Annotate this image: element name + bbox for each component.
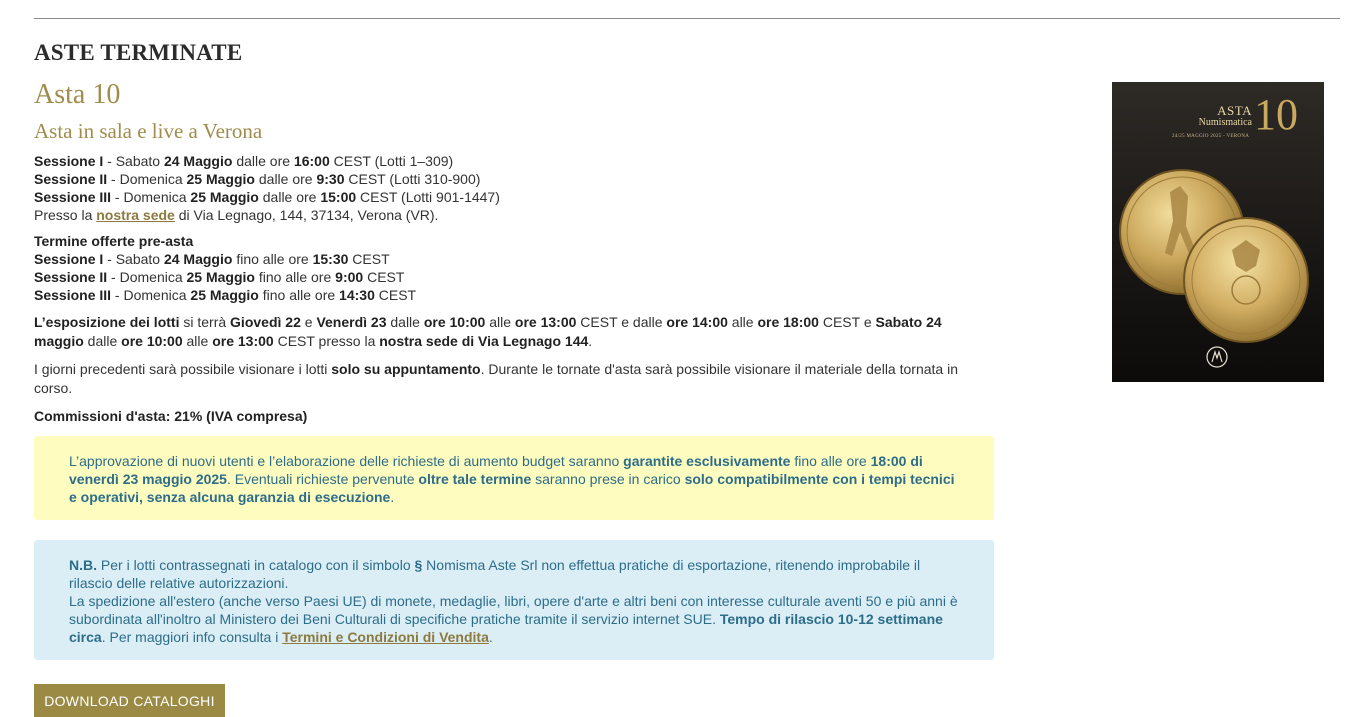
cover-brand: [1174, 104, 1252, 128]
text-span: e: [300, 314, 317, 330]
session-date: 25 Maggio: [186, 171, 255, 187]
session-time: 14:30: [339, 287, 375, 303]
session-name: Sessione II: [34, 171, 108, 187]
session-name: Sessione III: [34, 287, 112, 303]
session-lots: CEST (Lotti 1–309): [329, 153, 454, 169]
session-date: 25 Maggio: [190, 189, 259, 205]
session-line: [34, 188, 994, 206]
session-day: - Domenica: [107, 171, 187, 187]
session-lots: CEST (Lotti 310-900): [344, 171, 481, 187]
session-line: [34, 152, 994, 170]
section-symbol: §: [414, 557, 423, 573]
session-mid: dalle ore: [254, 171, 317, 187]
session-day: - Domenica: [111, 287, 191, 303]
preauction-schedule: [34, 232, 994, 304]
session-time: 15:00: [320, 189, 357, 205]
cover-number: 10: [1254, 90, 1298, 139]
release-time: Tempo di rilascio 10-12 settimane circa: [69, 611, 943, 645]
appointment-info: [34, 360, 994, 398]
text-span: alle: [485, 314, 515, 330]
text-span: . Durante le tornate d'asta sarà possibile visionare il materiale della tornata in corso.: [34, 361, 958, 396]
top-divider: [34, 18, 1340, 19]
preauction-heading: [34, 232, 994, 250]
preauction-line: [34, 286, 994, 304]
session-lots: CEST (Lotti 901-1447): [356, 189, 500, 205]
preauction-line: [34, 250, 994, 268]
text-span: I giorni precedenti sarà possibile visionare i lotti: [34, 361, 332, 377]
catalog-cover[interactable]: [1112, 82, 1324, 382]
notice-emphasis: solo compatibilmente con i tempi tecnici e operativi, senza alcuna garanzia di esecuzione: [69, 471, 955, 505]
session-time: 15:30: [312, 251, 349, 267]
commission-info: [34, 407, 994, 426]
session-date: 24 Maggio: [163, 251, 233, 267]
exhibition-time: ore 10:00: [423, 314, 486, 330]
location-address: di Via Legnago, 144, 37134, Verona (VR).: [174, 207, 439, 223]
cover-date: 24/25 MAGGIO 2025 - VERONA: [1172, 134, 1250, 139]
section-title: ASTE TERMINATE: [34, 40, 243, 65]
exhibition-day: Venerdì 23: [316, 314, 387, 330]
text-span: CEST e dalle: [576, 314, 667, 330]
session-schedule: [34, 152, 994, 224]
exhibition-info: [34, 313, 994, 351]
session-tz: CEST: [363, 269, 405, 285]
text-span: L’approvazione di nuovi utenti e l’elaborazione delle richieste di aumento budget saranno: [69, 453, 624, 469]
text-span: .: [488, 629, 493, 645]
appointment-emphasis: solo su appuntamento: [331, 361, 481, 377]
text-span: fino alle ore: [790, 453, 871, 469]
session-mid: fino alle ore: [254, 269, 336, 285]
auction-details: [34, 78, 994, 660]
session-tz: CEST: [348, 251, 390, 267]
session-time: 9:00: [335, 269, 364, 285]
notice-deadline: 18:00 di venerdì 23 maggio 2025: [69, 453, 923, 487]
text-span: alle: [182, 333, 213, 349]
session-date: 24 Maggio: [163, 153, 233, 169]
session-time: 16:00: [293, 153, 330, 169]
cover-asta: ASTA: [1217, 103, 1252, 118]
exhibition-day: Sabato 24 maggio: [34, 314, 942, 349]
exhibition-venue: nostra sede di Via Legnago 144: [379, 333, 589, 349]
preauction-line: [34, 268, 994, 286]
text-span: saranno prese in carico: [531, 471, 685, 487]
session-line: [34, 170, 994, 188]
notice-emphasis: garantite esclusivamente: [623, 453, 791, 469]
cover-numismatica: Numismatica: [1198, 117, 1252, 128]
notice-emphasis: oltre tale termine: [418, 471, 532, 487]
text-span: dalle: [83, 333, 122, 349]
preauction-heading-text: Termine offerte pre-asta: [34, 233, 194, 249]
auction-subtitle: Asta in sala e live a Verona: [34, 119, 263, 143]
export-notice-para1: [69, 556, 959, 592]
session-mid: fino alle ore: [232, 251, 313, 267]
text-span: si terrà: [179, 314, 231, 330]
terms-link[interactable]: Termini e Condizioni di Vendita: [282, 629, 489, 645]
exhibition-time: ore 13:00: [212, 333, 274, 349]
session-name: Sessione III: [34, 189, 112, 205]
session-time: 9:30: [316, 171, 345, 187]
text-span: dalle: [386, 314, 424, 330]
text-span: . Per maggiori info consulta i: [101, 629, 283, 645]
exhibition-label: L’esposizione dei lotti: [34, 314, 180, 330]
session-mid: fino alle ore: [258, 287, 340, 303]
session-date: 25 Maggio: [190, 287, 259, 303]
text-span: La spedizione all'estero (anche verso Paesi UE) di monete, medaglie, libri, opere d'arte e altri beni con interesse culturale aventi 50 e più anni è subordinata all'inoltro al Ministero dei Beni Culturali di specifiche pratiche tramite il servizio internet SUE.: [69, 593, 958, 627]
session-day: - Domenica: [107, 269, 187, 285]
budget-notice: [34, 436, 994, 520]
exhibition-time: ore 14:00: [666, 314, 728, 330]
exhibition-time: ore 13:00: [514, 314, 577, 330]
location-line: [34, 206, 994, 224]
session-day: - Sabato: [103, 251, 164, 267]
text-span: CEST presso la: [273, 333, 380, 349]
exhibition-time: ore 10:00: [121, 333, 183, 349]
session-day: - Sabato: [103, 153, 164, 169]
nb-label: N.B.: [69, 557, 97, 573]
session-day: - Domenica: [111, 189, 191, 205]
headquarters-link[interactable]: nostra sede: [96, 207, 175, 223]
session-name: Sessione I: [34, 251, 104, 267]
text-span: . Eventuali richieste pervenute: [226, 471, 419, 487]
text-span: .: [588, 333, 593, 349]
export-notice: [34, 540, 994, 660]
location-prefix: Presso la: [34, 207, 97, 223]
text-span: .: [390, 489, 395, 505]
text-span: CEST e: [818, 314, 876, 330]
session-name: Sessione I: [34, 153, 104, 169]
exhibition-time: ore 18:00: [757, 314, 819, 330]
exhibition-day: Giovedì 22: [230, 314, 301, 330]
session-name: Sessione II: [34, 269, 108, 285]
text-span: Per i lotti contrassegnati in catalogo con il simbolo: [97, 557, 415, 573]
auction-title: Asta 10: [34, 79, 121, 110]
text-span: alle: [727, 314, 758, 330]
commission-text: Commissioni d'asta: 21% (IVA compresa): [34, 408, 308, 424]
download-catalogs-button[interactable]: DOWNLOAD CATALOGHI: [34, 684, 225, 717]
session-date: 25 Maggio: [186, 269, 255, 285]
export-notice-para2: [69, 592, 959, 646]
session-mid: dalle ore: [232, 153, 294, 169]
text-span: Nomisma Aste Srl non effettua pratiche di esportazione, ritenendo improbabile il rilascio delle relative autorizzazioni.: [69, 557, 921, 591]
session-mid: dalle ore: [258, 189, 321, 205]
session-tz: CEST: [374, 287, 417, 303]
